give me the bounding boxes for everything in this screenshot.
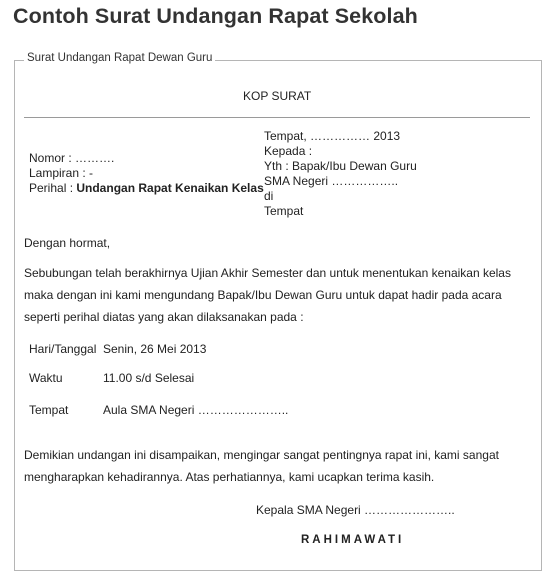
- salam: Dengan hormat,: [24, 236, 111, 250]
- closing-line: Demikian undangan ini disampaikan, mengingar sangat pentingnya rapat ini, kami sangat: [24, 448, 499, 462]
- detail-label: Tempat: [29, 403, 69, 417]
- tempat-tanggal: Tempat, …………… 2013: [264, 129, 401, 143]
- divider: [24, 117, 530, 118]
- signature-name: RAHIMAWATI: [301, 534, 405, 546]
- perihal: [29, 181, 264, 195]
- signature-position: Kepala SMA Negeri …………………..: [256, 503, 455, 517]
- kepada: Kepada :: [264, 144, 313, 158]
- lampiran: Lampiran : -: [29, 166, 94, 180]
- detail-label: Waktu: [29, 371, 63, 385]
- page-title: Contoh Surat Undangan Rapat Sekolah: [13, 4, 418, 28]
- body-line: Sebubungan telah berakhirnya Ujian Akhir Semester dan untuk menentukan kenaikan kelas: [24, 266, 511, 280]
- detail-label: Hari/Tanggal: [29, 342, 97, 356]
- tempat: Tempat: [264, 204, 304, 218]
- perihal-value: Undangan Rapat Kenaikan Kelas: [76, 181, 264, 195]
- perihal-label: Perihal :: [29, 181, 77, 195]
- yth: Yth : Bapak/Ibu Dewan Guru: [264, 159, 417, 173]
- kop-surat: KOP SURAT: [243, 89, 312, 103]
- sekolah: SMA Negeri ……………..: [264, 174, 399, 188]
- closing-line: mengharapkan kehadirannya. Atas perhatiannya, kami ucapkan terima kasih.: [24, 470, 435, 484]
- detail-value: Senin, 26 Mei 2013: [103, 342, 207, 356]
- di: di: [264, 189, 274, 203]
- body-line: maka dengan ini kami mengundang Bapak/Ibu Dewan Guru untuk dapat hadir pada acara: [24, 288, 502, 302]
- frame-legend: Surat Undangan Rapat Dewan Guru: [24, 52, 215, 64]
- nomor: Nomor : ……….: [29, 151, 115, 165]
- body-line: seperti perihal diatas yang akan dilaksanakan pada :: [24, 310, 304, 324]
- detail-value: Aula SMA Negeri …………………..: [103, 403, 289, 417]
- detail-value: 11.00 s/d Selesai: [103, 371, 195, 385]
